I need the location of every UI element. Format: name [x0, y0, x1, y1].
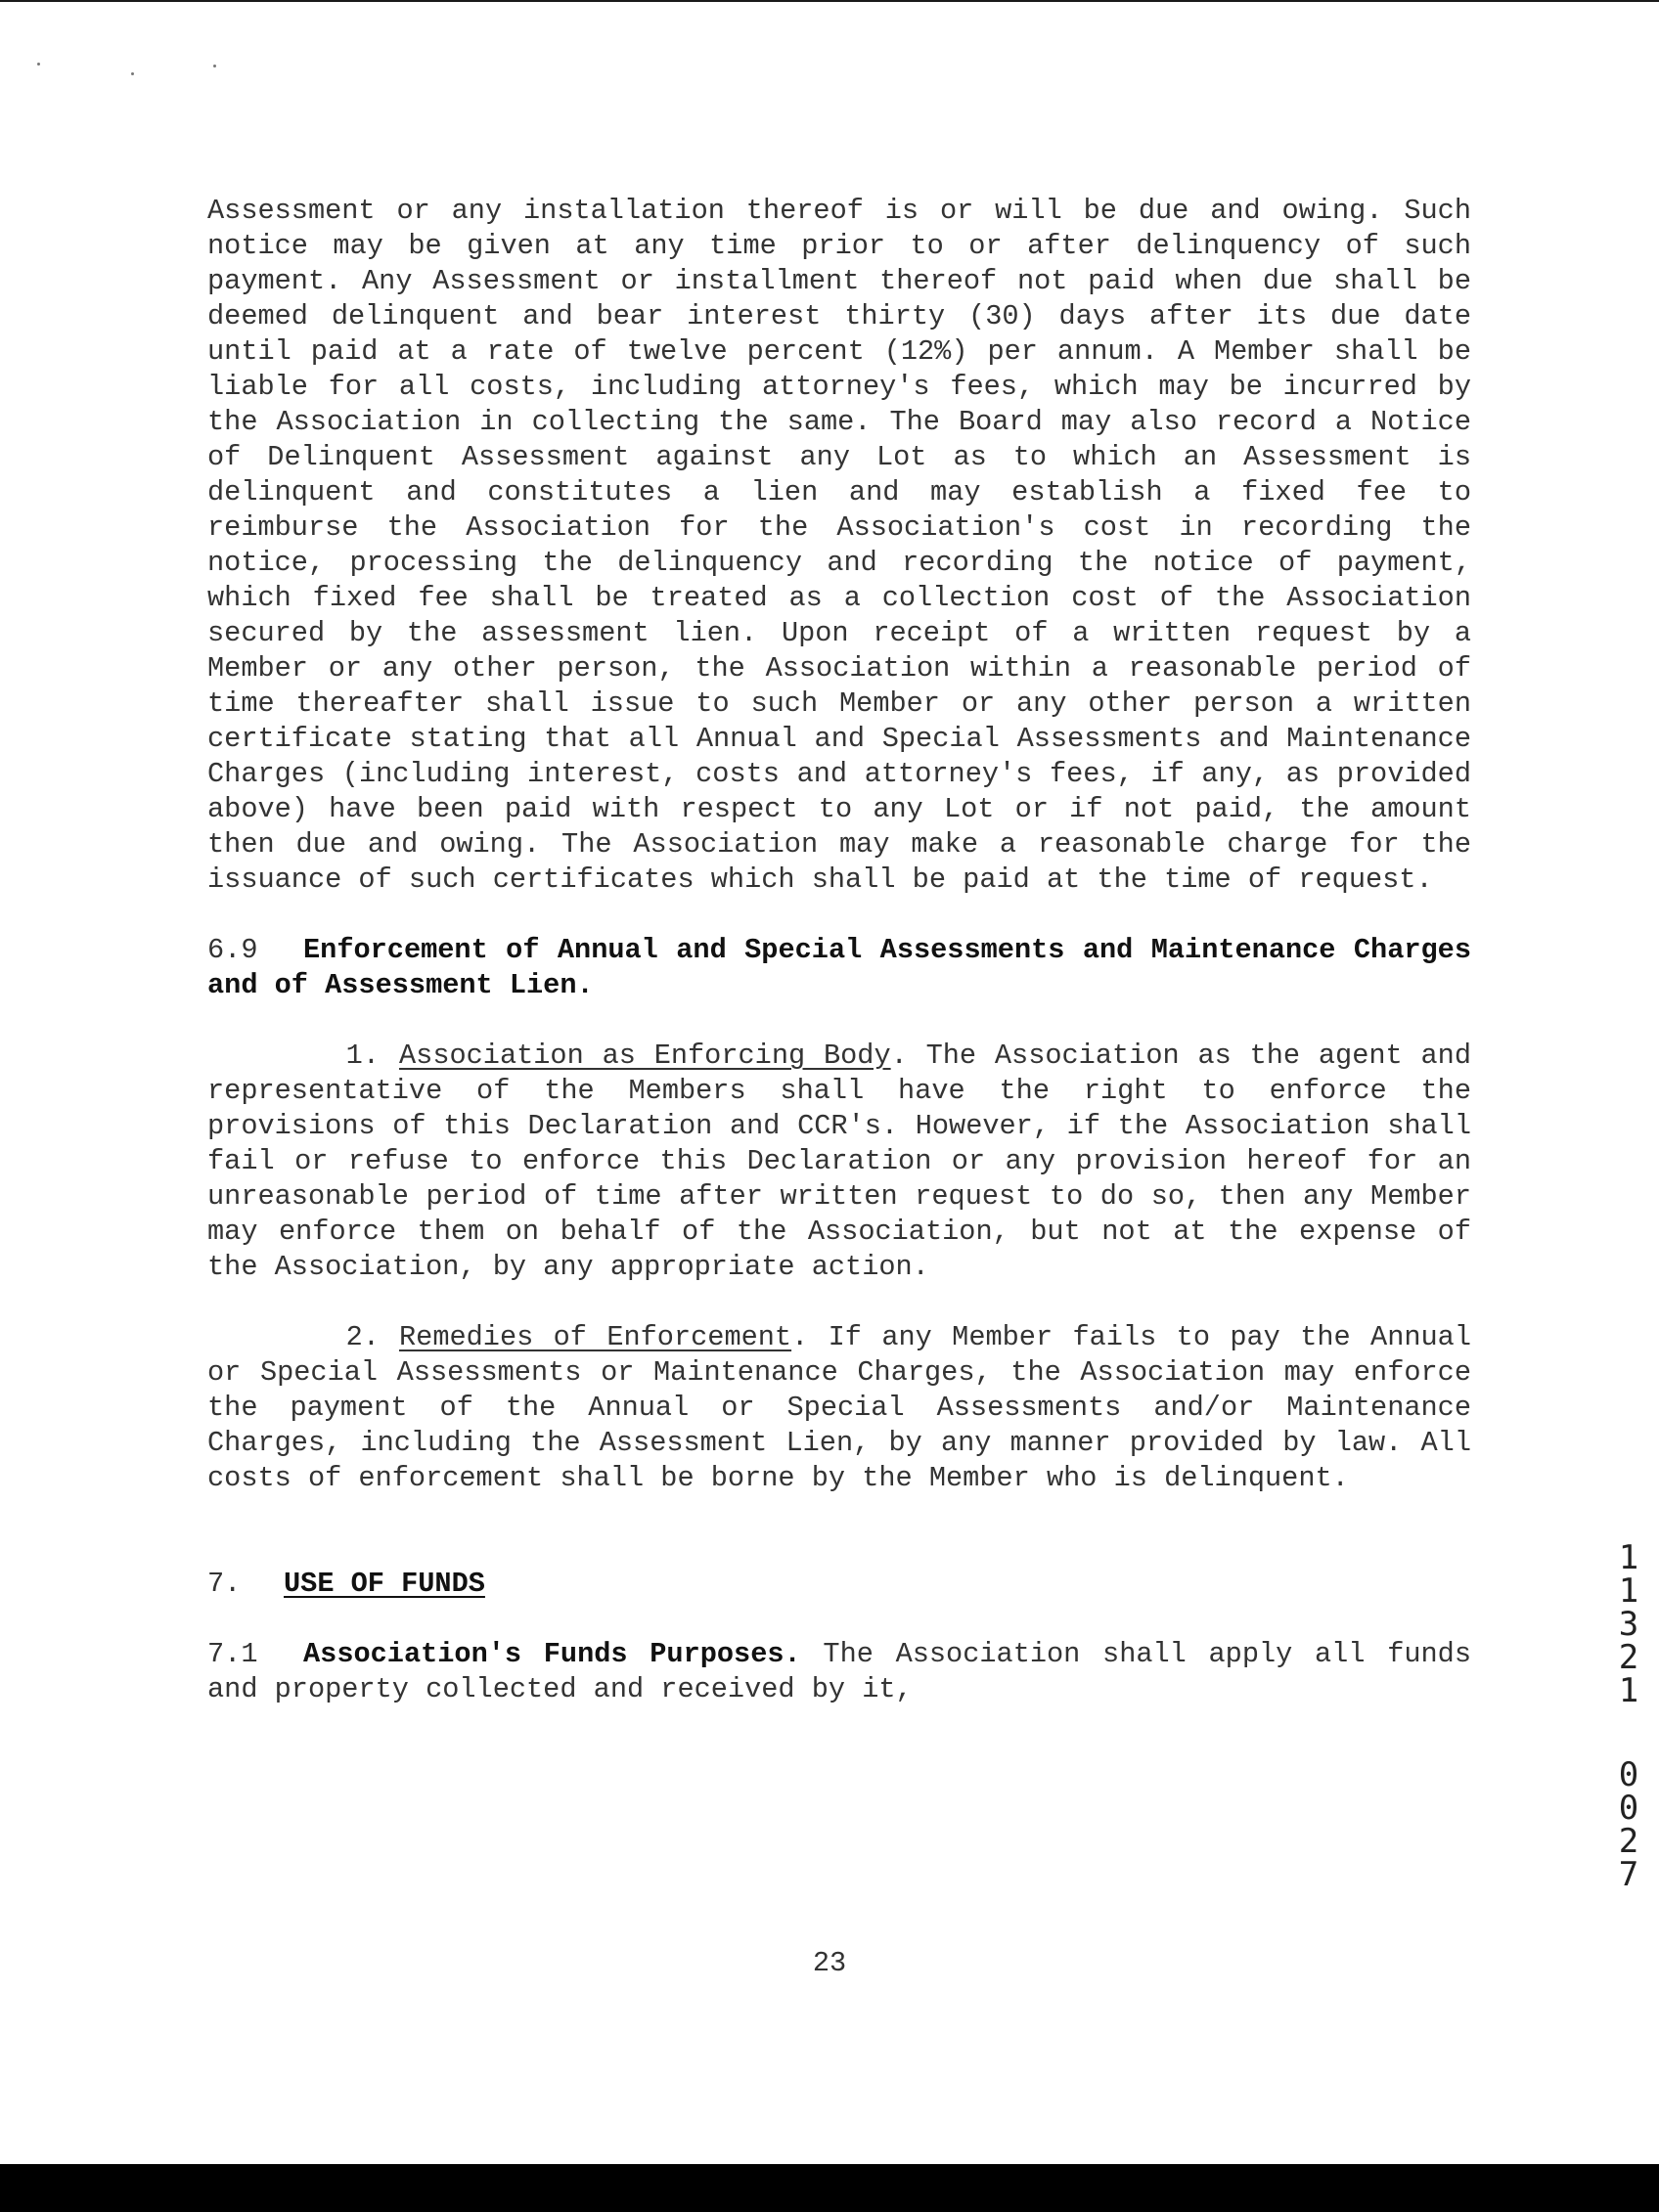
section-7-1-paragraph: [207, 1637, 1471, 1707]
stamp-digit: 2: [1618, 1638, 1639, 1677]
scan-speck: [131, 72, 134, 75]
scan-speck: [213, 65, 216, 67]
section-7-title: USE OF FUNDS: [284, 1568, 485, 1600]
item-2-text: . If any Member fails to pay the Annual or Special Assessments or Maintenance Charges, the Association may enforce the payment of the Annual or Special Assessments and/or Maintenance Charges, including the Assessment Lien, by any manner provided by law. All costs of enforcement shall be borne by the Member who is delinquent.: [207, 1321, 1471, 1494]
item-1-text: . The Association as the agent and representative of the Members shall have the right to enforce the provisions of this Declaration and CCR's. However, if the Association shall fail or refuse to enforce this Declaration or any provision hereof for an unreasonable period of time after written request to do so, then any Member may enforce them on behalf of the Association, but not at the expense of the Association, by any appropriate action.: [207, 1040, 1471, 1283]
section-7-1-text: The Association shall apply all funds and property collected and received by it,: [207, 1638, 1471, 1705]
stamp-digit: 0: [1618, 1755, 1639, 1794]
page-number: 23: [812, 1947, 847, 1979]
stamp-digit: 1: [1618, 1571, 1639, 1611]
item-1-paragraph: [207, 1039, 1471, 1285]
item-1-number: 1.: [345, 1040, 380, 1072]
scan-top-edge: [0, 0, 1659, 2]
section-7-number: 7.: [207, 1568, 242, 1600]
stamp-digit: 1: [1618, 1671, 1639, 1710]
stamp-digit: 2: [1618, 1822, 1639, 1861]
section-6-9-heading: [207, 933, 1471, 1003]
scan-bottom-band: [0, 2164, 1659, 2212]
document-page: [207, 194, 1471, 1707]
section-7-1-number: 7.1: [207, 1638, 258, 1670]
stamp-digit: 1: [1618, 1538, 1639, 1577]
margin-stamp: [1614, 1538, 1643, 1894]
item-2-number: 2.: [345, 1321, 380, 1353]
stamp-digit: 0: [1618, 1789, 1639, 1828]
stamp-digit: 7: [1618, 1855, 1639, 1894]
section-6-9-title: Enforcement of Annual and Special Assessments and Maintenance Charges and of Assessment Lien.: [207, 934, 1471, 1001]
section-7-heading: [207, 1567, 1471, 1602]
item-1-title: Association as Enforcing Body: [399, 1040, 891, 1072]
paragraph-assessment-notice: Assessment or any installation thereof is or will be due and owing. Such notice may be given at any time prior to or after delinquency of such payment. Any Assessment or installment thereof not paid when due shall be deemed delinquent and bear interest thirty (30) days after its due date until paid at a rate of twelve percent (12%) per annum. A Member shall be liable for all costs, including attorney's fees, which may be incurred by the Association in collecting the same. The Board may also record a Notice of Delinquent Assessment against any Lot as to which an Assessment is delinquent and constitutes a lien and may establish a fixed fee to reimburse the Association for the Association's cost in recording the notice, processing the delinquency and recording the notice of payment, which fixed fee shall be treated as a collection cost of the Association secured by the assessment lien. Upon receipt of a written request by a Member or any other person, the Association within a reasonable period of time thereafter shall issue to such Member or any other person a written certificate stating that all Annual and Special Assessments and Maintenance Charges (including interest, costs and attorney's fees, if any, as provided above) have been paid with respect to any Lot or if not paid, the amount then due and owing. The Association may make a reasonable charge for the issuance of such certificates which shall be paid at the time of request.: [207, 195, 1471, 896]
section-6-9-number: 6.9: [207, 934, 258, 966]
item-2-title: Remedies of Enforcement: [399, 1321, 792, 1353]
item-2-paragraph: [207, 1320, 1471, 1496]
scan-speck: [37, 63, 40, 66]
section-7-1-title: Association's Funds Purposes.: [303, 1638, 801, 1670]
stamp-digit: 3: [1618, 1605, 1639, 1644]
